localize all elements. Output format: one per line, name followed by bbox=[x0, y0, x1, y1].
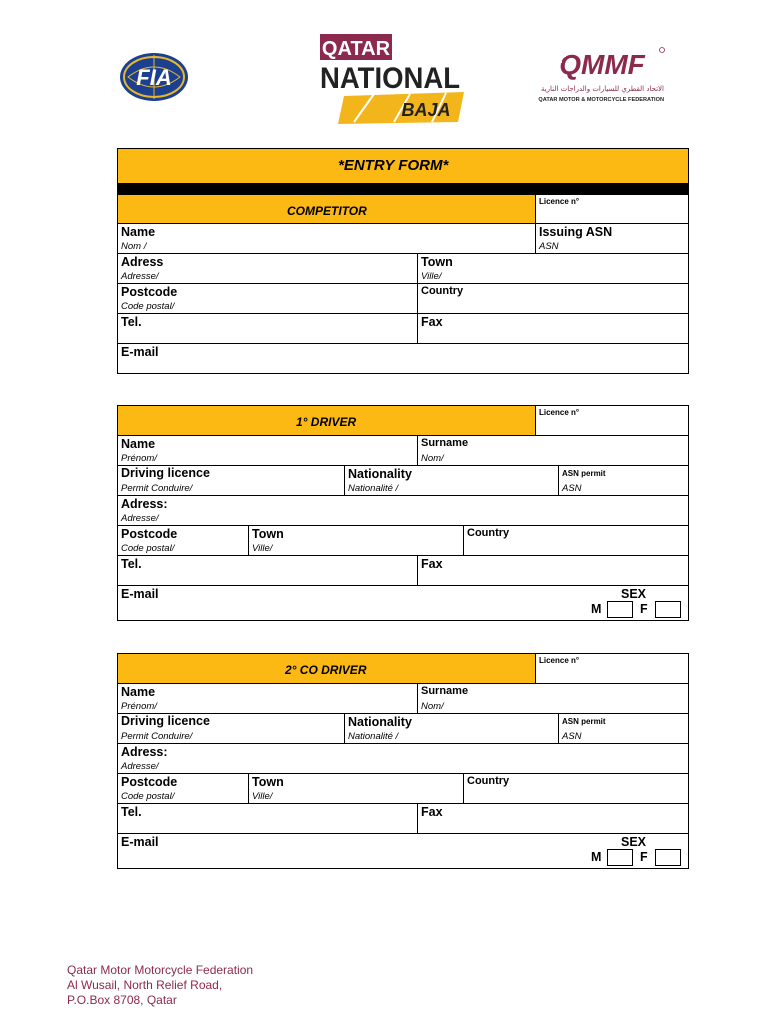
driver-tel-label: Tel. bbox=[121, 557, 142, 571]
driver-postcode-label: Postcode bbox=[121, 527, 178, 541]
driver-surname-sub: Nom/ bbox=[421, 453, 444, 464]
driver-fax-label: Fax bbox=[421, 557, 443, 571]
codriver-town-label: Town bbox=[252, 775, 284, 789]
driver-surname-field[interactable] bbox=[417, 435, 689, 466]
codriver-sex-label: SEX bbox=[621, 835, 647, 849]
competitor-name-field[interactable] bbox=[117, 223, 536, 254]
codriver-sex-m-label: M bbox=[591, 850, 602, 864]
entry-form-title: *ENTRY FORM* bbox=[338, 157, 449, 174]
codriver-surname-label: Surname bbox=[421, 685, 469, 697]
codriver-postcode-sub: Code postal/ bbox=[121, 791, 175, 802]
codriver-asn-permit-field[interactable] bbox=[558, 713, 689, 744]
driver-surname-label: Surname bbox=[421, 437, 469, 449]
driver-nationality-label: Nationality bbox=[348, 467, 412, 481]
competitor-name-label: Name bbox=[121, 225, 156, 239]
codriver-driving-licence-field[interactable] bbox=[117, 713, 345, 744]
competitor-licence-field[interactable] bbox=[535, 194, 689, 224]
qmmf-logo bbox=[536, 46, 670, 104]
driver-asn-permit-field[interactable] bbox=[558, 465, 689, 496]
qatar-national-baja-logo bbox=[314, 30, 466, 126]
competitor-email-field[interactable] bbox=[117, 343, 689, 374]
codriver-driving-sub: Permit Conduire/ bbox=[121, 731, 193, 742]
codriver-name-field[interactable] bbox=[117, 683, 418, 714]
codriver-surname-field[interactable] bbox=[417, 683, 689, 714]
competitor-issuing-sub: ASN bbox=[539, 241, 559, 252]
codriver-name-sub: Prénom/ bbox=[121, 701, 157, 712]
codriver-adress-sub: Adresse/ bbox=[121, 761, 159, 772]
codriver-town-sub: Ville/ bbox=[252, 791, 273, 802]
codriver-asn-sub: ASN bbox=[562, 731, 582, 742]
driver-postcode-sub: Code postal/ bbox=[121, 543, 175, 554]
footer-line-2: Al Wusail, North Relief Road, bbox=[67, 978, 223, 992]
competitor-adress-field[interactable] bbox=[117, 253, 418, 284]
qnb-line2: NATIONAL bbox=[320, 62, 460, 95]
codriver-header-label: 2° CO DRIVER bbox=[285, 663, 367, 677]
competitor-licence-label: Licence n° bbox=[539, 197, 580, 206]
qmmf-abbr: QMMF bbox=[559, 49, 645, 80]
driver-adress-field[interactable] bbox=[117, 495, 689, 526]
driver-town-label: Town bbox=[252, 527, 284, 541]
fia-logo bbox=[118, 52, 190, 102]
driver-nationality-field[interactable] bbox=[344, 465, 559, 496]
driver-sex-label: SEX bbox=[621, 587, 647, 601]
competitor-email-label: E-mail bbox=[121, 345, 159, 359]
competitor-issuing-label: Issuing ASN bbox=[539, 225, 613, 239]
competitor-name-sub: Nom / bbox=[121, 241, 147, 252]
codriver-adress-label: Adress: bbox=[121, 745, 168, 759]
driver-header-label: 1° DRIVER bbox=[296, 415, 357, 429]
driver-town-field[interactable] bbox=[248, 525, 464, 556]
competitor-adress-label: Adress bbox=[121, 255, 164, 269]
codriver-town-field[interactable] bbox=[248, 773, 464, 804]
competitor-fax-field[interactable] bbox=[417, 313, 689, 344]
codriver-tel-field[interactable] bbox=[117, 803, 418, 834]
codriver-nationality-sub: Nationalité / bbox=[348, 731, 399, 742]
driver-tel-field[interactable] bbox=[117, 555, 418, 586]
codriver-country-field[interactable] bbox=[463, 773, 689, 804]
qnb-line3: BAJA bbox=[401, 100, 451, 120]
competitor-country-label: Country bbox=[421, 285, 464, 297]
competitor-header bbox=[117, 194, 536, 224]
driver-licence-label: Licence n° bbox=[539, 408, 580, 417]
codriver-email-label: E-mail bbox=[121, 835, 159, 849]
driver-sex-m-checkbox[interactable] bbox=[607, 601, 633, 618]
driver-email-label: E-mail bbox=[121, 587, 159, 601]
codriver-country-label: Country bbox=[467, 775, 510, 787]
driver-driving-licence-field[interactable] bbox=[117, 465, 345, 496]
fia-logo-text: FIA bbox=[136, 65, 172, 90]
driver-sex-f-checkbox[interactable] bbox=[655, 601, 681, 618]
competitor-issuing-asn-field[interactable] bbox=[535, 223, 689, 254]
driver-postcode-field[interactable] bbox=[117, 525, 249, 556]
driver-licence-field[interactable] bbox=[535, 405, 689, 436]
competitor-adress-sub: Adresse/ bbox=[121, 271, 159, 282]
codriver-email-field[interactable] bbox=[117, 833, 689, 869]
codriver-postcode-label: Postcode bbox=[121, 775, 178, 789]
codriver-tel-label: Tel. bbox=[121, 805, 142, 819]
competitor-town-sub: Ville/ bbox=[421, 271, 442, 282]
competitor-fax-label: Fax bbox=[421, 315, 443, 329]
competitor-postcode-label: Postcode bbox=[121, 285, 178, 299]
codriver-asn-permit-label: ASN permit bbox=[562, 717, 606, 726]
codriver-name-label: Name bbox=[121, 685, 156, 699]
codriver-nationality-label: Nationality bbox=[348, 715, 412, 729]
codriver-sex-f-checkbox[interactable] bbox=[655, 849, 681, 866]
competitor-town-label: Town bbox=[421, 255, 453, 269]
driver-name-label: Name bbox=[121, 437, 156, 451]
codriver-surname-sub: Nom/ bbox=[421, 701, 444, 712]
driver-adress-label: Adress: bbox=[121, 497, 168, 511]
driver-name-field[interactable] bbox=[117, 435, 418, 466]
driver-asn-sub: ASN bbox=[562, 483, 582, 494]
codriver-sex-m-checkbox[interactable] bbox=[607, 849, 633, 866]
qmmf-english: QATAR MOTOR & MOTORCYCLE FEDERATION bbox=[538, 97, 664, 103]
competitor-postcode-sub: Code postal/ bbox=[121, 301, 175, 312]
driver-country-label: Country bbox=[467, 527, 510, 539]
competitor-country-field[interactable] bbox=[417, 283, 689, 314]
codriver-licence-label: Licence n° bbox=[539, 656, 580, 665]
driver-name-sub: Prénom/ bbox=[121, 453, 157, 464]
driver-sex-f-label: F bbox=[640, 602, 648, 616]
footer-line-1: Qatar Motor Motorcycle Federation bbox=[67, 963, 254, 977]
codriver-postcode-field[interactable] bbox=[117, 773, 249, 804]
footer-line-3: P.O.Box 8708, Qatar bbox=[67, 993, 177, 1007]
driver-asn-permit-label: ASN permit bbox=[562, 469, 606, 478]
driver-nationality-sub: Nationalité / bbox=[348, 483, 399, 494]
driver-header bbox=[117, 405, 536, 436]
competitor-tel-label: Tel. bbox=[121, 315, 142, 329]
entry-form-title-bar bbox=[117, 148, 689, 184]
competitor-town-field[interactable] bbox=[417, 253, 689, 284]
codriver-fax-label: Fax bbox=[421, 805, 443, 819]
driver-town-sub: Ville/ bbox=[252, 543, 273, 554]
codriver-driving-label: Driving licence bbox=[121, 714, 210, 728]
codriver-sex-f-label: F bbox=[640, 850, 648, 864]
competitor-postcode-field[interactable] bbox=[117, 283, 418, 314]
competitor-header-label: COMPETITOR bbox=[287, 204, 367, 218]
competitor-tel-field[interactable] bbox=[117, 313, 418, 344]
driver-sex-m-label: M bbox=[591, 602, 602, 616]
codriver-adress-field[interactable] bbox=[117, 743, 689, 774]
codriver-nationality-field[interactable] bbox=[344, 713, 559, 744]
driver-driving-label: Driving licence bbox=[121, 466, 210, 480]
driver-country-field[interactable] bbox=[463, 525, 689, 556]
driver-fax-field[interactable] bbox=[417, 555, 689, 586]
codriver-fax-field[interactable] bbox=[417, 803, 689, 834]
driver-adress-sub: Adresse/ bbox=[121, 513, 159, 524]
footer-address bbox=[67, 963, 253, 1008]
qnb-line1: QATAR bbox=[321, 38, 391, 60]
driver-driving-sub: Permit Conduire/ bbox=[121, 483, 193, 494]
qmmf-arabic: الاتحاد القطري للسيارات والدراجات النارية bbox=[540, 85, 664, 93]
codriver-header bbox=[117, 653, 536, 684]
driver-email-field[interactable] bbox=[117, 585, 689, 621]
codriver-licence-field[interactable] bbox=[535, 653, 689, 684]
